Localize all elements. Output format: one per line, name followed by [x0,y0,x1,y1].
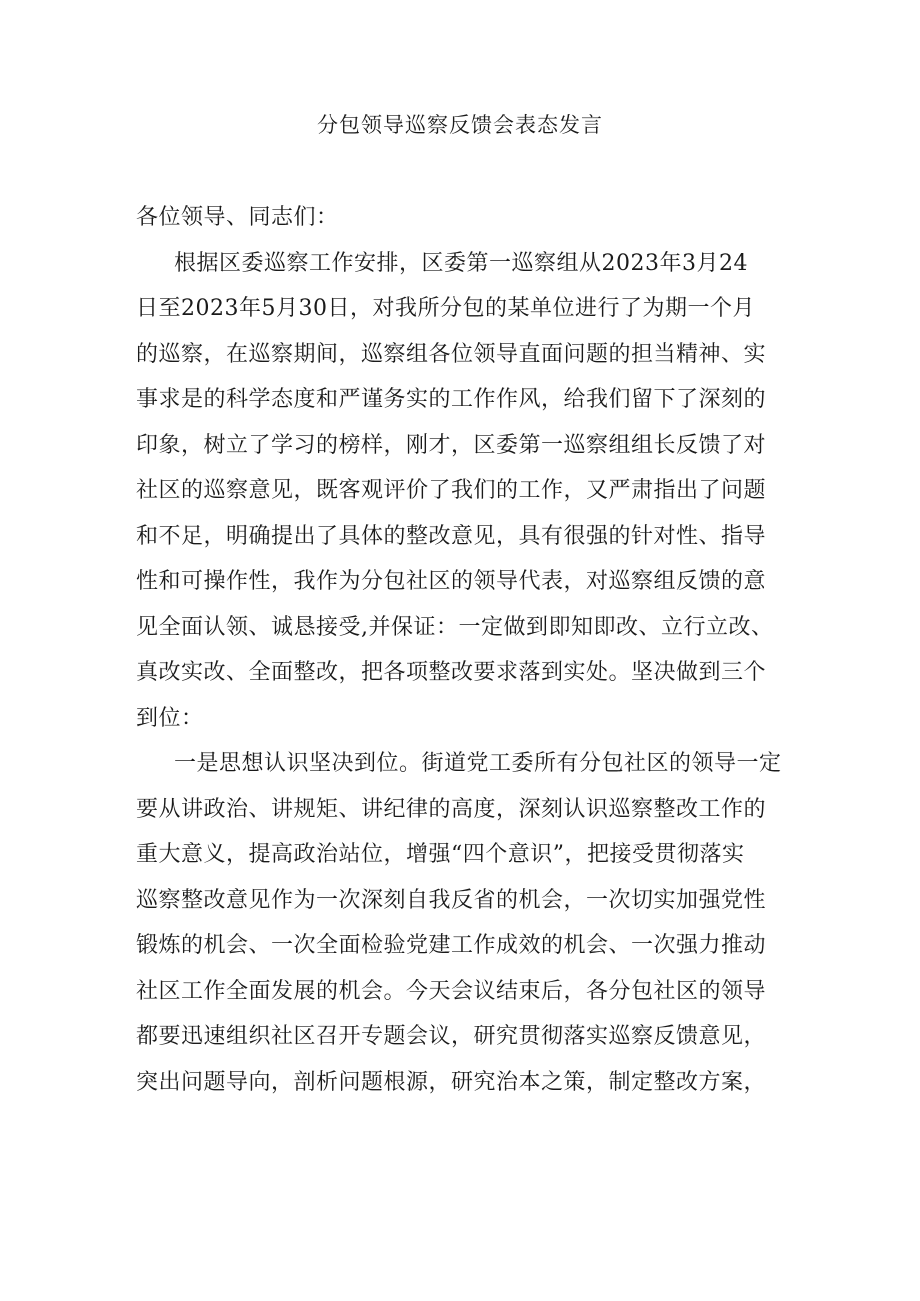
text-line: 突出问题导向，剖析问题根源，研究治本之策，制定整改方案， [136,1069,767,1095]
text-line: 都要迅速组织社区召开专题会议，研究贯彻落实巡察反馈意见， [136,1024,767,1049]
text-line: 印象，树立了学习的榜样，刚才，区委第一巡察组组长反馈了对 [136,432,767,458]
text-line: 的巡察，在巡察期间，巡察组各位领导直面问题的担当精神、实 [136,341,767,367]
text-line: 各位领导、同志们： [136,205,339,230]
document-title: 分包领导巡察反馈会表态发言 [317,113,603,137]
text-line: 巡察整改意见作为一次深刻自我反省的机会，一次切实加强党性 [136,887,767,913]
text-line: 和不足，明确提出了具体的整改意见，具有很强的针对性、指导 [136,523,767,549]
text-line: 到位： [136,705,204,731]
text-line: 见全面认领、诚恳接受,并保证：一定做到即知即改、立行立改、 [136,614,774,640]
text-line: 社区工作全面发展的机会。今天会议结束后，各分包社区的领导 [136,978,767,1004]
text-line: 要从讲政治、讲规矩、讲纪律的高度，深刻认识巡察整改工作的 [136,796,767,822]
text-line: 一是思想认识坚决到位。街道党工委所有分包社区的领导一定 [174,751,782,776]
text-line: 重大意义，提高政治站位，增强“四个意识”，把接受贯彻落实 [136,842,745,867]
text-line: 社区的巡察意见，既客观评价了我们的工作，又严肃指出了问题 [136,478,767,503]
text-line: 锻炼的机会、一次全面检验党建工作成效的机会、一次强力推动 [136,933,767,958]
text-line: 日至2023年5月30日，对我所分包的某单位进行了为期一个月 [136,296,755,321]
text-line: 根据区委巡察工作安排，区委第一巡察组从2023年3月24 [174,250,748,276]
text-line: 性和可操作性，我作为分包社区的领导代表，对巡察组反馈的意 [136,569,767,594]
text-line: 事求是的科学态度和严谨务实的工作作风，给我们留下了深刻的 [136,387,767,412]
document-body [136,195,800,1105]
text-line: 真改实改、全面整改，把各项整改要求落到实处。坚决做到三个 [136,660,767,685]
